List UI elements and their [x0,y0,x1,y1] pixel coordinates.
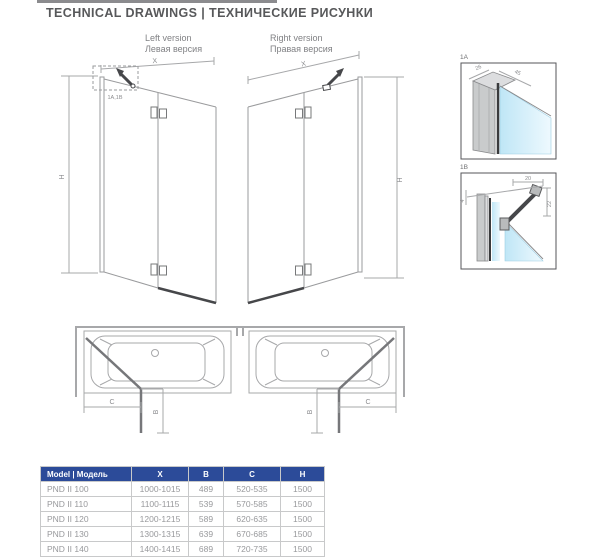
dim-4-label: 4 [460,199,466,203]
cell-h: 1500 [281,512,325,527]
wall-lines [236,327,405,397]
cell-model: PND II 130 [41,527,132,542]
header-h: H [281,467,325,482]
cell-x: 1200-1215 [132,512,189,527]
right-version-en: Right version [270,33,323,43]
left-elevation-drawing [40,52,220,317]
x-dim-label: X [152,57,158,66]
b-dim-label: B [153,409,160,415]
cell-c: 720-735 [224,542,281,557]
drain-icon [152,350,159,357]
cell-c: 520-535 [224,482,281,497]
cell-c: 570-585 [224,497,281,512]
left-bath-top-view [60,322,250,447]
cell-h: 1500 [281,542,325,557]
h-dim-label: H [59,174,66,180]
wall-lines [75,327,244,397]
cell-model: PND II 110 [41,497,132,512]
detail-1b-wall-profile [477,194,488,261]
h-dimension-right [364,77,404,278]
cell-x: 1400-1415 [132,542,189,557]
c-dim-label: C [109,399,115,406]
h-dimension-left [59,76,98,273]
spec-table [40,466,325,557]
hinge-top-left [151,107,167,118]
hinge-bottom-right [296,264,312,275]
cell-h: 1500 [281,497,325,512]
bathtub-outline [249,331,396,393]
right-bath-top-view [230,322,420,447]
dim-22-label: 22 [547,200,553,208]
cell-c: 670-685 [224,527,281,542]
detail-ref-label: 1A,1B [107,95,123,101]
table-row [41,527,325,542]
cell-x: 1100-1115 [132,497,189,512]
bathtub-outline [84,331,231,393]
cell-h: 1500 [281,482,325,497]
table-row [41,542,325,557]
support-bar-left [116,68,135,88]
b-dim-label: B [307,409,314,415]
cell-b: 589 [189,512,224,527]
header-b: B [189,467,224,482]
cell-b: 539 [189,497,224,512]
cell-b: 489 [189,482,224,497]
table-row [41,482,325,497]
detail-1a-drawing [455,50,565,164]
wall-profile-left [100,77,104,272]
left-version-ru: Левая версия [145,44,203,54]
header-c: C [224,467,281,482]
cell-model: PND II 100 [41,482,132,497]
cell-x: 1000-1015 [132,482,189,497]
cell-model: PND II 140 [41,542,132,557]
wall-profile-right [358,77,362,272]
cell-b: 639 [189,527,224,542]
h-dim-label: H [397,177,404,183]
hinge-bottom-left [151,264,167,275]
cell-h: 1500 [281,527,325,542]
right-elevation-drawing [240,52,420,317]
x-dimension-right [248,51,359,84]
dim-20-label: 20 [524,176,532,182]
cell-b: 689 [189,542,224,557]
cell-c: 620-635 [224,512,281,527]
page-title: TECHNICAL DRAWINGS | ТЕХНИЧЕСКИЕ РИСУНКИ [46,6,374,20]
table-header-row [41,467,325,482]
drain-icon [322,350,329,357]
cell-model: PND II 120 [41,512,132,527]
b-dimension [153,389,169,433]
dim-26-label: 26 [474,64,483,73]
c-dimension [84,393,141,413]
detail-1a-label: 1A [460,54,468,61]
support-bar-right [323,68,344,90]
c-dim-label: C [365,399,371,406]
header-x: X [132,467,189,482]
hinge-top-right [296,107,312,118]
cropped-top-bar [37,0,277,3]
c-dimension [339,393,396,413]
x-dim-label: X [300,60,307,69]
table-row [41,512,325,527]
dim-45-label: 45 [513,69,522,78]
detail-1b-drawing [455,160,565,274]
table-row [41,497,325,512]
left-version-en: Left version [145,33,192,43]
b-dimension [307,389,323,433]
right-version-ru: Правая версия [270,44,333,54]
header-model: Model | Модель [41,467,132,482]
detail-1b-label: 1B [460,164,468,171]
cell-x: 1300-1315 [132,527,189,542]
